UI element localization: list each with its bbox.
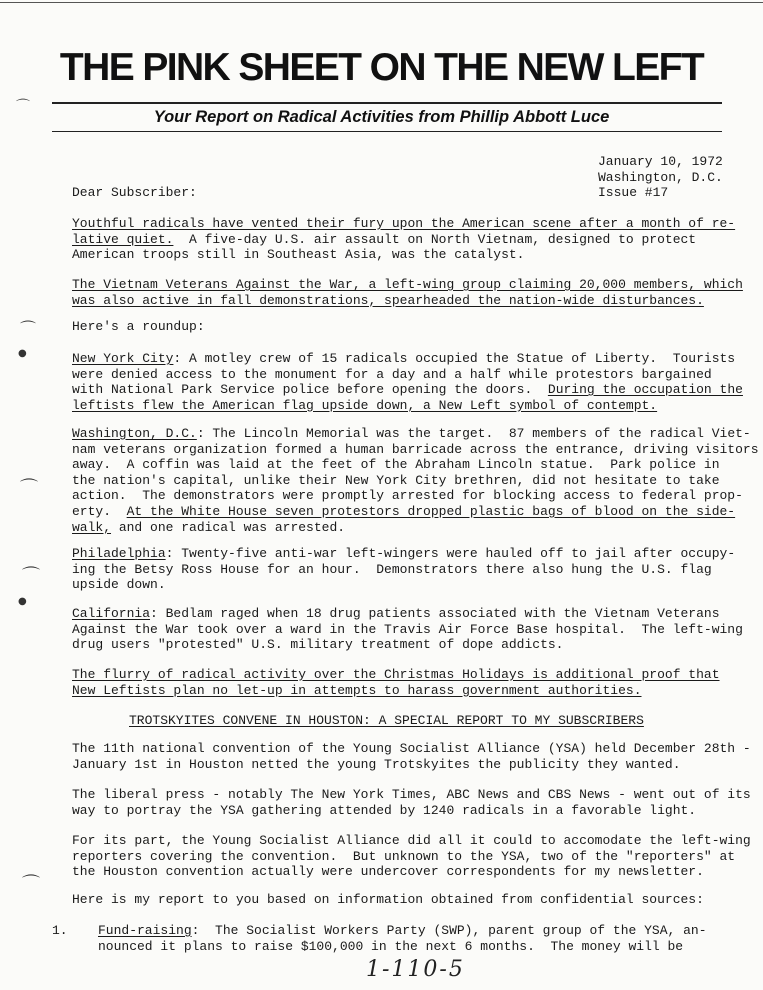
margin-dot: ●: [18, 596, 27, 607]
margin-mark: ⌒: [16, 99, 30, 115]
underlined-text: The flurry of radical activity over the Christmas Holidays is additional proof that New Leftists plan no let-up in attempts to harass government authorities.: [72, 667, 720, 698]
margin-mark: ⌒: [22, 874, 40, 895]
paragraph-flurry: [72, 667, 720, 698]
section-label: Fund-raising: [98, 923, 192, 938]
margin-dot: ●: [18, 348, 27, 359]
newsletter-subtitle: Your Report on Radical Activities from Phillip Abbott Luce: [153, 108, 610, 126]
section-label: Philadelphia: [72, 546, 166, 561]
section-heading: TROTSKYITES CONVENE IN HOUSTON: A SPECIAL REPORT TO MY SUBSCRIBERS: [129, 713, 644, 728]
paragraph-text: and one radical was arrested.: [111, 519, 346, 535]
paragraph-text: A five-day U.S. air assault on North Vietnam, designed to protect American troops still in Southeast Asia, was the catalyst.: [72, 231, 697, 263]
paragraph-text: : The Lincoln Memorial was the target. 87 members of the radical Viet- nam veterans organization formed a human barricade across the entrance, driving visitors away. A coffin was laid at the feet of the Abraham Lincoln statue. Park police in the nation's capital, unlike their New York City brethren, did not hesitate to take action. The demonstrators were promptly arrested for blocking access to federal prop- erty.: [72, 426, 759, 519]
paragraph-new-york: [72, 351, 743, 413]
issue-number: Issue #17: [598, 185, 669, 200]
date: January 10, 1972: [598, 154, 723, 169]
paragraph-convention: The 11th national convention of the Young Socialist Alliance (YSA) held December 28th - January 1st in Houston netted the young Trotskyites the publicity they wanted.: [72, 741, 751, 772]
subtitle-rule: [52, 131, 722, 132]
newsletter-title: THE PINK SHEET ON THE NEW LEFT: [59, 46, 704, 89]
underlined-text: At the White House seven protestors dropped plastic bags of blood on the side- walk,: [72, 503, 736, 535]
section-label: California: [72, 606, 151, 621]
paragraph-vvaw: [72, 277, 743, 308]
salutation: Dear Subscriber:: [72, 185, 197, 200]
list-item-number: 1.: [52, 923, 68, 938]
paragraph-text: : A motley crew of 15 radicals occupied the Statue of Liberty. Tourists were denied access to the monument for a day and a half while protestors bargained with National Park Service police before opening the doors.: [72, 351, 736, 398]
paragraph-text: : Twenty-five anti-war left-wingers were hauled off to jail after occupy- ing the Betsy Ross House for an hour. Demonstrators there also hung the U.S. flag upside down.: [72, 546, 736, 593]
paragraph-press: The liberal press - notably The New York Times, ABC News and CBS News - went out of its way to portray the YSA gathering attended by 1240 radicals in a favorable light.: [72, 787, 751, 818]
section-label: New York City: [72, 351, 174, 366]
paragraph-reporters: For its part, the Young Socialist Alliance did all it could to accomodate the left-wing reporters covering the convention. But unknown to the YSA, two of the "reporters" at the Houston convention actually were undercover correspondents for my newsletter.: [72, 833, 751, 880]
paragraph-text: : Bedlam raged when 18 drug patients associated with the Vietnam Veterans Against the War took over a ward in the Travis Air Force Base hospital. The left-wing drug users "protested" U.S. military treatment of dope addicts.: [72, 606, 743, 653]
top-rule: [0, 2, 763, 3]
margin-mark: ⌒: [20, 478, 38, 499]
paragraph-roundup: Here's a roundup:: [72, 319, 205, 334]
section-label: Washington, D.C.: [72, 426, 197, 441]
margin-mark: ⌒: [22, 566, 40, 587]
paragraph-california: [72, 606, 743, 653]
paragraph-text: : The Socialist Workers Party (SWP), parent group of the YSA, an- nounced it plans to raise $100,000 in the next 6 months. The money will be: [98, 923, 707, 954]
dateline: [598, 154, 723, 201]
title-rule: [52, 102, 722, 104]
underlined-text: Youthful radicals have vented their fury upon the American scene after a month of re- lative quiet.: [72, 216, 736, 247]
list-item-fund-raising: [98, 923, 707, 954]
paragraph-intro: [72, 216, 735, 263]
underlined-text: During the occupation the leftists flew the American flag upside down, a New Left symbol of contempt.: [72, 382, 743, 413]
paragraph-report-intro: Here is my report to you based on information obtained from confidential sources:: [72, 892, 704, 907]
handwritten-note: 1-110-5: [366, 957, 465, 982]
paragraph-philadelphia: [72, 546, 735, 593]
place: Washington, D.C.: [598, 169, 723, 185]
margin-mark: ⌒: [20, 319, 37, 338]
underlined-text: The Vietnam Veterans Against the War, a left-wing group claiming 20,000 members, which was also active in fall demonstrations, spearheaded the nation-wide disturbances.: [72, 277, 743, 308]
paragraph-washington: [72, 426, 759, 535]
